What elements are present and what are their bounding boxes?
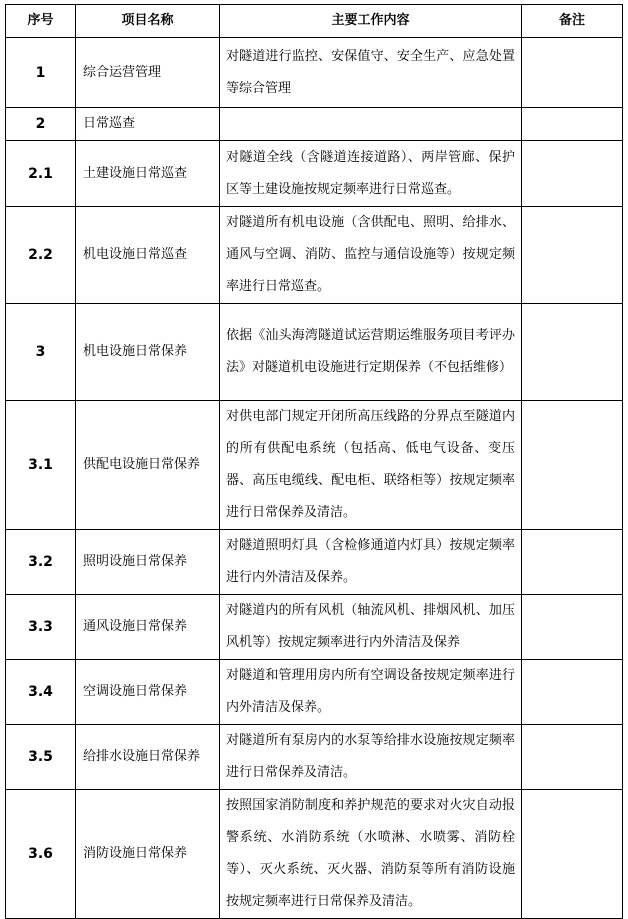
row-name: 消防设施日常保养 [76,790,220,919]
row-name: 通风设施日常保养 [76,595,220,660]
row-index: 3.1 [6,401,76,530]
table-row [6,401,623,530]
table-row [6,725,623,790]
row-content: 对供电部门规定开闭所高压线路的分界点至隧道内的所有供配电系统（包括高、低电气设备、变压器、高压电缆线、配电柜、联络柜等）按规定频率进行日常保养及清洁。 [220,401,522,530]
row-index: 2.2 [6,207,76,304]
row-index: 2 [6,108,76,141]
work-content-table [5,4,623,919]
row-note [522,595,623,660]
row-note [522,207,623,304]
table-row [6,660,623,725]
row-note [522,141,623,207]
row-note [522,790,623,919]
table-row [6,304,623,401]
row-note [522,108,623,141]
row-name: 机电设施日常巡查 [76,207,220,304]
row-content: 按照国家消防制度和养护规范的要求对火灾自动报警系统、水消防系统（水喷淋、水喷雾、消防栓等）、灭火系统、灭火器、消防泵等所有消防设施按规定频率进行日常保养及清洁。 [220,790,522,919]
table-row [6,530,623,595]
row-note [522,38,623,108]
header-name: 项目名称 [76,5,220,38]
row-index: 3.6 [6,790,76,919]
row-index: 3.4 [6,660,76,725]
table-row [6,38,623,108]
table-row [6,790,623,919]
row-note [522,401,623,530]
row-note [522,725,623,790]
table-row [6,595,623,660]
row-name: 给排水设施日常保养 [76,725,220,790]
row-content: 对隧道内的所有风机（轴流风机、排烟风机、加压风机等）按规定频率进行内外清洁及保养 [220,595,522,660]
row-name: 综合运营管理 [76,38,220,108]
table-row [6,207,623,304]
row-content: 对隧道和管理用房内所有空调设备按规定频率进行内外清洁及保养。 [220,660,522,725]
row-note [522,304,623,401]
row-index: 3.3 [6,595,76,660]
row-name: 供配电设施日常保养 [76,401,220,530]
row-name: 照明设施日常保养 [76,530,220,595]
row-content: 依据《汕头海湾隧道试运营期运维服务项目考评办法》对隧道机电设施进行定期保养（不包括维修） [220,304,522,401]
table-header-row [6,5,623,38]
header-content: 主要工作内容 [220,5,522,38]
row-content: 对隧道全线（含隧道连接道路）、两岸管廊、保护区等土建设施按规定频率进行日常巡查。 [220,141,522,207]
row-note [522,660,623,725]
row-name: 土建设施日常巡查 [76,141,220,207]
header-index: 序号 [6,5,76,38]
row-content [220,108,522,141]
row-content: 对隧道进行监控、安保值守、安全生产、应急处置等综合管理 [220,38,522,108]
row-index: 2.1 [6,141,76,207]
row-note [522,530,623,595]
row-name: 机电设施日常保养 [76,304,220,401]
row-content: 对隧道所有机电设施（含供配电、照明、给排水、通风与空调、消防、监控与通信设施等）按规定频率进行日常巡查。 [220,207,522,304]
row-content: 对隧道所有泵房内的水泵等给排水设施按规定频率进行日常保养及清洁。 [220,725,522,790]
row-name: 日常巡查 [76,108,220,141]
table-row [6,108,623,141]
row-name: 空调设施日常保养 [76,660,220,725]
header-note: 备注 [522,5,623,38]
table-row [6,141,623,207]
row-index: 3 [6,304,76,401]
row-content: 对隧道照明灯具（含检修通道内灯具）按规定频率进行内外清洁及保养。 [220,530,522,595]
row-index: 1 [6,38,76,108]
row-index: 3.5 [6,725,76,790]
row-index: 3.2 [6,530,76,595]
